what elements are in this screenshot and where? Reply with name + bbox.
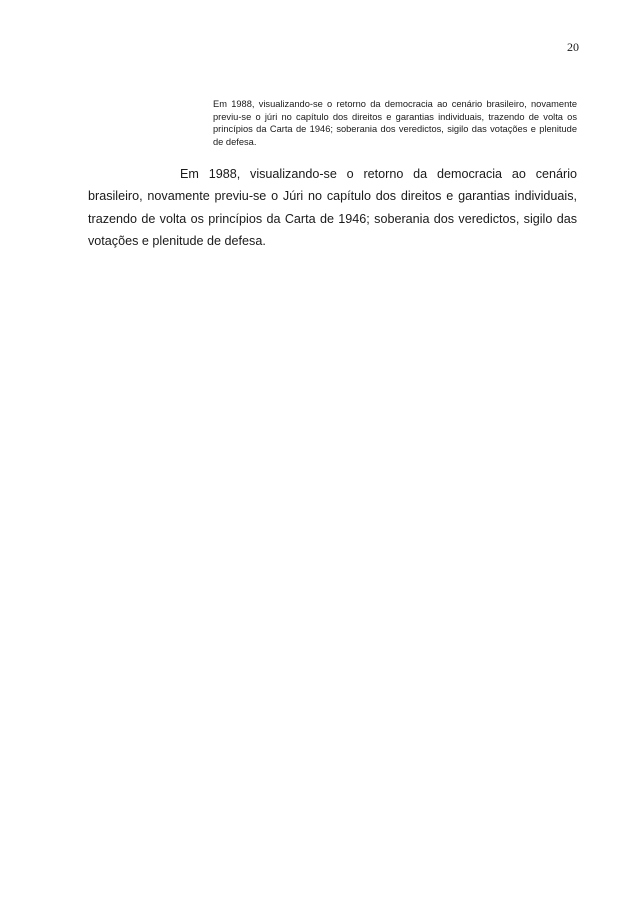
block-quote: Em 1988, visualizando-se o retorno da democracia ao cenário brasileiro, novamente previu-se o júri no capítulo dos direitos e garantias individuais, trazendo de volta os princípios da Carta de 1946; soberania dos veredictos, sigilo das votações e plenitude de defesa. xyxy=(213,99,577,148)
page-number: 20 xyxy=(567,40,579,54)
body-paragraph: Em 1988, visualizando-se o retorno da democracia ao cenário brasileiro, novamente previu-se o Júri no capítulo dos direitos e garantias individuais, trazendo de volta os princípios da Carta de 1946; soberania dos veredictos, sigilo das votações e plenitude de defesa. xyxy=(88,167,577,249)
